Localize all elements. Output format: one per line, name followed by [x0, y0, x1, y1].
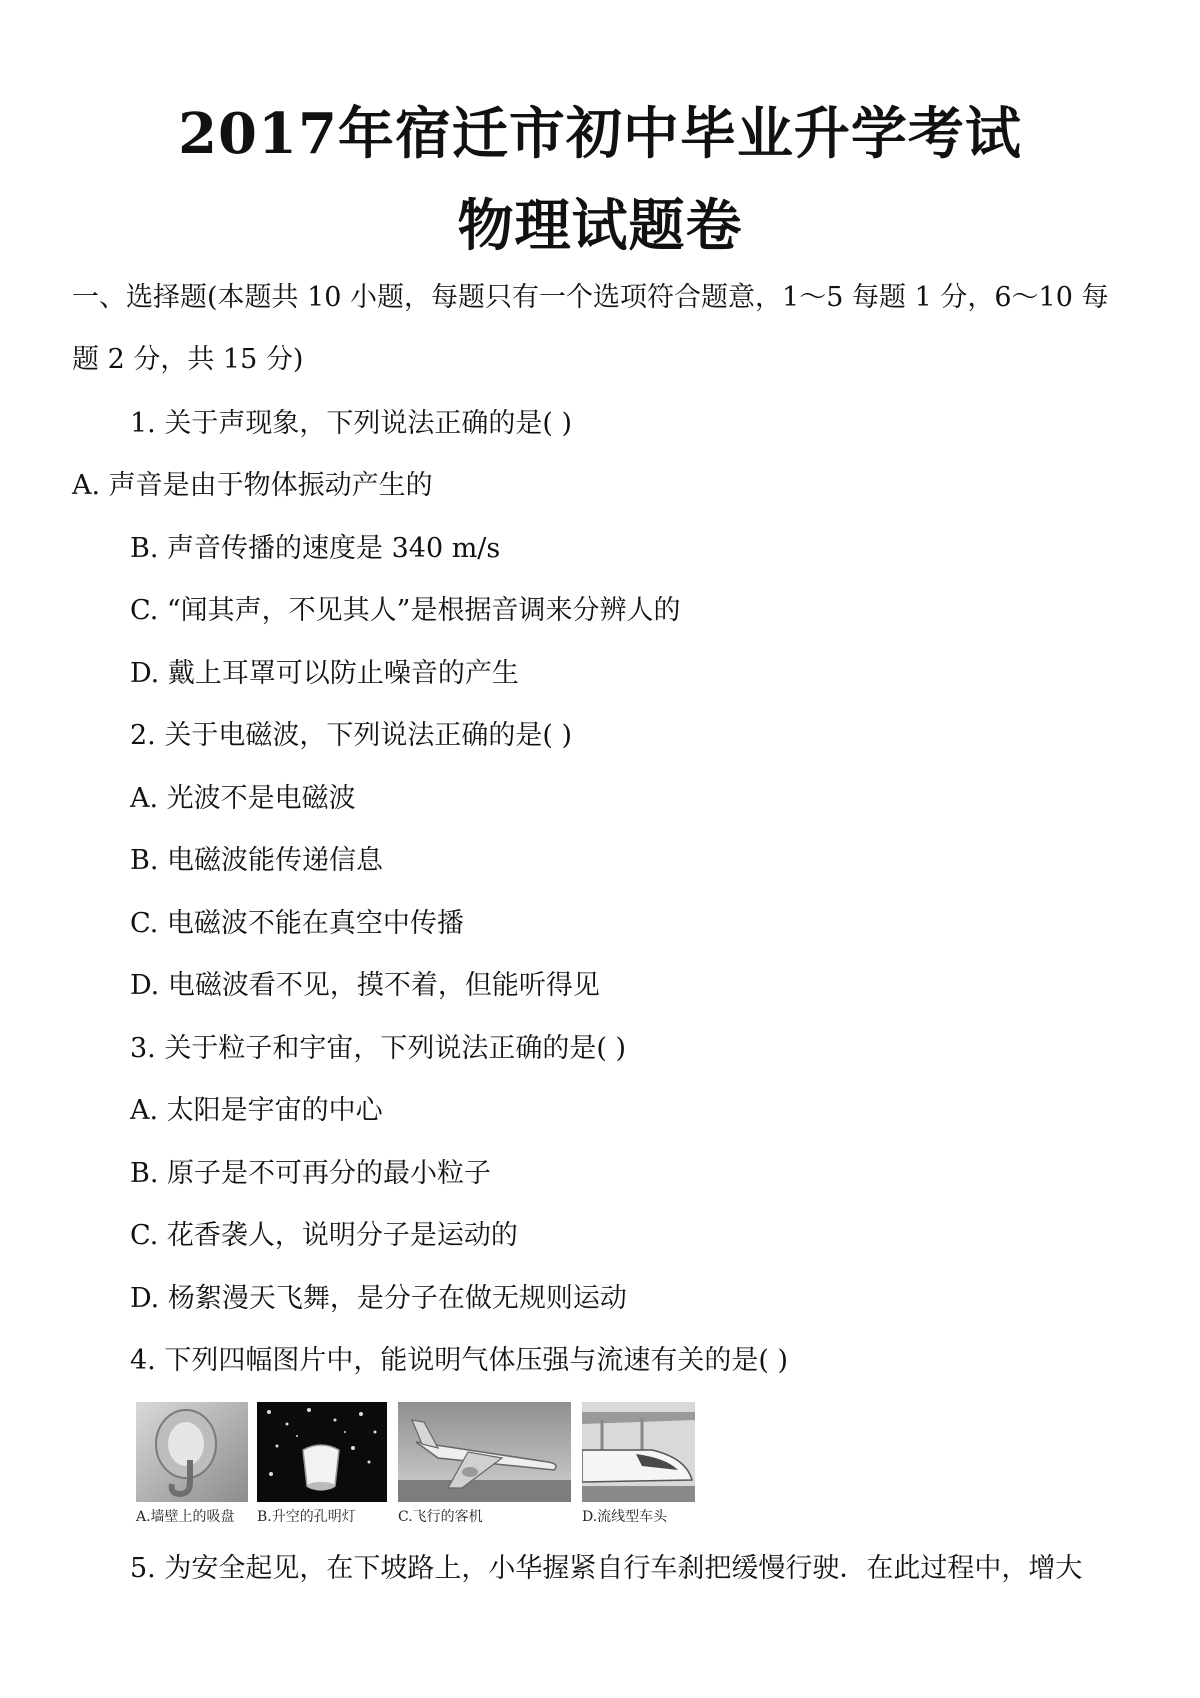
airliner-image: [398, 1402, 571, 1502]
question-3-stem: 3. 关于粒子和宇宙，下列说法正确的是( ): [130, 1033, 626, 1064]
question-1-option-d: D. 戴上耳罩可以防止噪音的产生: [130, 658, 519, 689]
figure-b: [257, 1402, 387, 1530]
question-2-stem: 2. 关于电磁波，下列说法正确的是( ): [130, 720, 572, 751]
figure-a-caption: A.墙壁上的吸盘: [136, 1509, 235, 1525]
question-1-option-c: C. “闻其声，不见其人”是根据音调来分辨人的: [130, 595, 681, 626]
question-1-option-a: A. 声音是由于物体振动产生的: [72, 470, 433, 501]
question-2-option-b: B. 电磁波能传递信息: [130, 845, 384, 876]
bullet-train-image: [582, 1402, 695, 1502]
exam-title: 2017年宿迁市初中毕业升学考试: [178, 101, 1022, 167]
question-2-option-a: A. 光波不是电磁波: [130, 783, 356, 814]
section-heading-line1: 一、选择题(本题共 10 小题，每题只有一个选项符合题意，1～5 每题 1 分，6～10 每: [72, 282, 1109, 313]
figure-c-caption: C.飞行的客机: [398, 1509, 483, 1525]
question-5-stem: 5. 为安全起见，在下坡路上，小华握紧自行车刹把缓慢行驶．在此过程中，增大: [130, 1553, 1083, 1584]
question-4-stem: 4. 下列四幅图片中，能说明气体压强与流速有关的是( ): [130, 1345, 788, 1376]
suction-cup-image: [136, 1402, 248, 1502]
question-2-option-c: C. 电磁波不能在真空中传播: [130, 908, 464, 939]
figure-d: [582, 1402, 695, 1530]
question-1-stem: 1. 关于声现象，下列说法正确的是( ): [130, 408, 572, 439]
question-3-option-b: B. 原子是不可再分的最小粒子: [130, 1158, 492, 1189]
question-3-option-c: C. 花香袭人，说明分子是运动的: [130, 1220, 518, 1251]
question-4-figures: [136, 1402, 706, 1530]
section-heading-line2: 题 2 分，共 15 分): [72, 344, 304, 375]
question-3-option-d: D. 杨絮漫天飞舞，是分子在做无规则运动: [130, 1283, 627, 1314]
figure-c: [398, 1402, 571, 1530]
sky-lantern-image: [257, 1402, 387, 1502]
figure-a: [136, 1402, 248, 1530]
figure-d-caption: D.流线型车头: [582, 1509, 668, 1525]
figure-b-caption: B.升空的孔明灯: [257, 1509, 356, 1525]
question-2-option-d: D. 电磁波看不见，摸不着，但能听得见: [130, 970, 600, 1001]
question-1-option-b: B. 声音传播的速度是 340 m/s: [130, 533, 501, 564]
question-3-option-a: A. 太阳是宇宙的中心: [130, 1095, 383, 1126]
exam-subtitle: 物理试题卷: [457, 193, 743, 259]
